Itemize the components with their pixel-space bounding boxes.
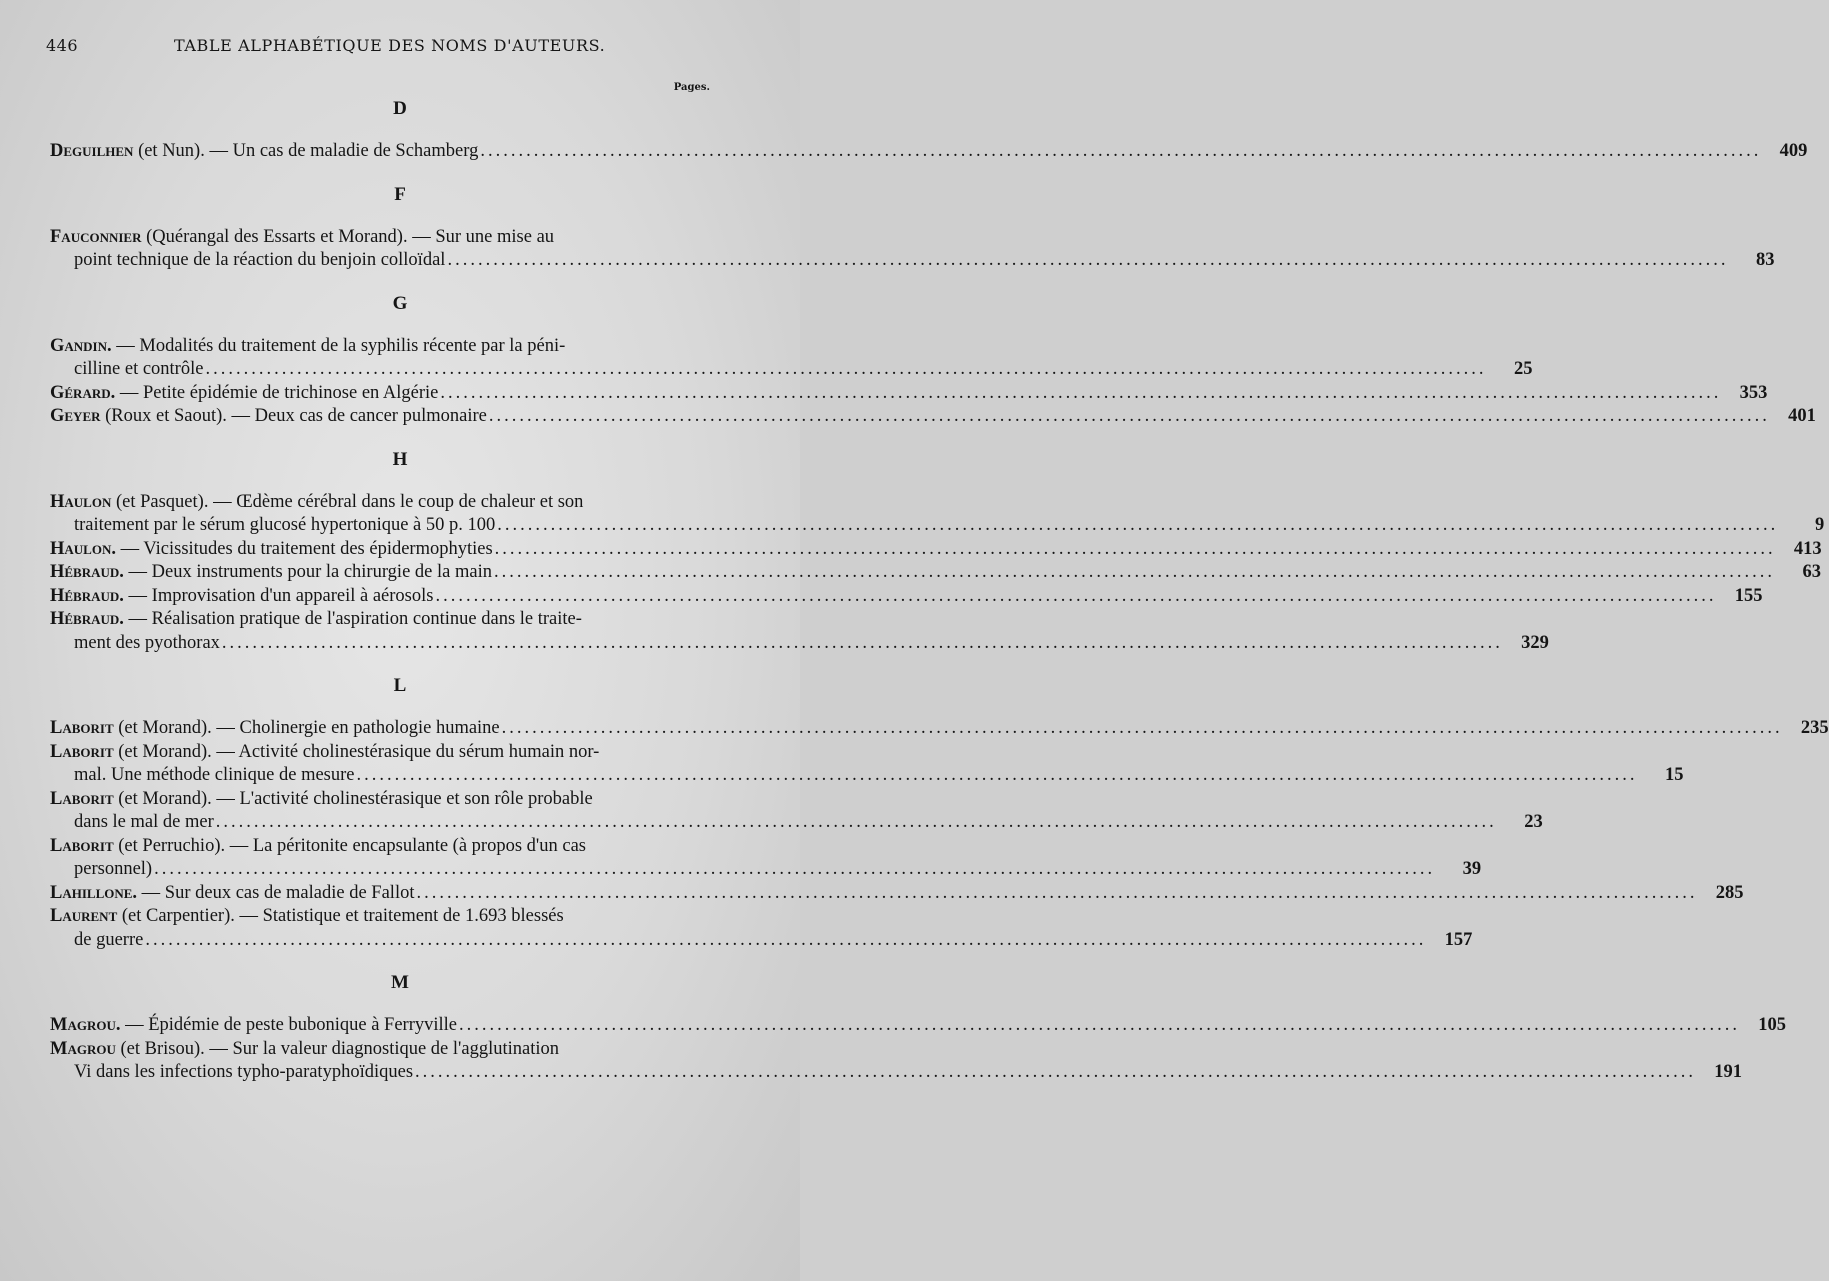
index-entry <box>50 835 1482 882</box>
author-name: Fauconnier <box>50 226 142 247</box>
author-name: Laborit <box>50 835 114 856</box>
entry-line-text: Laborit (et Perruchio). — La péritonite encapsulante (à propos d'un cas <box>50 835 586 856</box>
entry-line-text: Laurent (et Carpentier). — Statistique et traitement de 1.693 blessés <box>50 906 564 926</box>
entry-line <box>50 249 1728 273</box>
author-name: Magrou. <box>50 1015 121 1035</box>
dot-leader <box>489 405 1770 429</box>
entry-text <box>50 717 1783 741</box>
entry-line-text: Laborit (et Morand). — Cholinergie en pathologie humaine <box>50 718 500 738</box>
page-reference: 15 <box>1665 765 1684 785</box>
entry-line <box>50 858 1435 882</box>
page-reference: 191 <box>1714 1062 1743 1082</box>
entry-line-text: Gérard. — Petite épidémie de trichinose en Algérie <box>50 382 439 403</box>
page-reference: 83 <box>1755 250 1775 270</box>
entry-line-text: Fauconnier (Quérangal des Essarts et Morand). — Sur une mise au <box>50 226 555 247</box>
page-reference: 329 <box>1521 632 1549 653</box>
entry-line-text: Deguilhen (et Nun). — Un cas de maladie de Schamberg <box>50 141 479 161</box>
entry-text <box>50 140 1761 164</box>
section-letter: L <box>393 675 407 696</box>
author-name: Laborit <box>50 741 114 762</box>
author-name: Haulon. <box>50 538 116 559</box>
entry-line <box>50 1038 1696 1062</box>
entry-text <box>50 405 1770 429</box>
dot-leader <box>480 140 1761 164</box>
entry-line-text: ment des pyothorax <box>74 632 220 653</box>
entry-text <box>50 382 1721 406</box>
dot-leader <box>497 515 1778 535</box>
section-letter: G <box>392 292 408 314</box>
entry-line-text: mal. Une méthode clinique de mesure <box>74 765 355 785</box>
entry-line-text: Haulon (et Pasquet). — Œdème cérébral dans le coup de chaleur et son <box>50 491 584 512</box>
entry-line <box>50 764 1638 788</box>
entry-line-text: cilline et contrôle <box>74 359 204 379</box>
section-letter: F <box>394 183 406 205</box>
entry-text <box>50 561 1775 585</box>
entry-line-text: Gandin. — Modalités du traitement de la syphilis récente par la péni- <box>50 335 566 356</box>
page-reference: 23 <box>1524 812 1543 832</box>
entry-line <box>50 882 1697 906</box>
index-entry <box>50 1038 1743 1085</box>
entry-text <box>50 788 1497 835</box>
index-section <box>50 655 1829 952</box>
section-letter: H <box>392 448 408 470</box>
entry-line <box>50 140 1761 164</box>
section-spacer <box>50 164 736 182</box>
entry-line-text: dans le mal de mer <box>74 812 214 832</box>
entry-line <box>50 585 1716 609</box>
author-name: Gandin. <box>50 335 112 356</box>
entry-line <box>50 491 1778 515</box>
index-entry <box>50 1014 1786 1038</box>
dot-leader <box>415 1062 1696 1082</box>
author-name: Lahillone. <box>50 882 138 903</box>
index-entry <box>50 335 1533 382</box>
author-name: Laurent <box>50 906 118 926</box>
index-entry <box>50 585 1763 609</box>
section-spacer <box>50 952 736 970</box>
entry-line-text: Geyer (Roux et Saout). — Deux cas de cancer pulmonaire <box>50 406 487 426</box>
index-section <box>50 429 1825 656</box>
entry-line <box>50 1061 1696 1085</box>
entry-line-text: Magrou (et Brisou). — Sur la valeur diagnostique de l'agglutination <box>50 1038 559 1059</box>
pages-column-label: Pages. <box>673 82 710 93</box>
dot-leader <box>435 585 1716 609</box>
author-name: Gérard. <box>50 382 116 403</box>
entry-text <box>50 585 1716 609</box>
dot-leader <box>440 382 1721 406</box>
page-reference: 409 <box>1779 141 1808 161</box>
entry-line <box>50 788 1497 812</box>
dot-leader <box>495 538 1776 562</box>
entry-line <box>50 1014 1740 1038</box>
index-section <box>50 952 1786 1085</box>
entry-line <box>50 632 1503 656</box>
index-entry <box>50 140 1808 164</box>
entry-line <box>50 929 1426 953</box>
entry-line <box>50 335 1486 359</box>
section-spacer <box>50 473 736 491</box>
entry-line <box>50 905 1426 929</box>
author-name: Haulon <box>50 491 112 512</box>
section-spacer <box>50 655 736 673</box>
index-entry <box>50 538 1822 562</box>
index-entry <box>50 382 1768 406</box>
entry-line <box>50 514 1778 538</box>
entry-text <box>50 491 1778 538</box>
entry-line-text: Hébraud. — Réalisation pratique de l'aspiration continue dans le traite- <box>50 609 582 629</box>
dot-leader <box>222 633 1503 653</box>
author-index <box>50 96 1829 1085</box>
entry-text <box>50 905 1426 952</box>
entry-line-text: Magrou. — Épidémie de peste bubonique à Ferryville <box>50 1015 457 1035</box>
dot-leader <box>154 859 1435 879</box>
entry-line <box>50 405 1770 429</box>
section-letter: D <box>393 98 407 119</box>
author-name: Laborit <box>50 788 114 809</box>
page-number: 446 <box>46 36 79 55</box>
entry-line-text: point technique de la réaction du benjoin colloïdal <box>74 250 446 270</box>
entry-text <box>50 835 1435 882</box>
section-spacer <box>50 317 736 335</box>
author-name: Hébraud. <box>50 609 124 629</box>
entry-line <box>50 382 1721 406</box>
page-reference: 105 <box>1758 1015 1786 1035</box>
dot-leader <box>145 930 1426 950</box>
entry-line <box>50 538 1776 562</box>
page-reference: 9 <box>1815 515 1825 535</box>
page-reference: 285 <box>1715 882 1744 903</box>
index-entry <box>50 741 1684 788</box>
entry-text <box>50 538 1776 562</box>
dot-leader <box>447 250 1728 270</box>
entry-text <box>50 1014 1740 1038</box>
entry-line <box>50 226 1728 250</box>
entry-line <box>50 741 1638 765</box>
entry-line <box>50 717 1783 741</box>
entry-line-text: Vi dans les infections typho-paratyphoïdiques <box>74 1062 414 1082</box>
index-entry <box>50 226 1775 273</box>
section-spacer <box>50 429 736 447</box>
index-section <box>50 273 1816 429</box>
dot-leader <box>494 561 1775 585</box>
entry-text <box>50 1038 1696 1085</box>
dot-leader <box>216 812 1497 832</box>
section-spacer <box>50 996 736 1014</box>
page-reference: 235 <box>1800 718 1829 738</box>
section-letter: M <box>391 972 409 993</box>
index-entry <box>50 717 1829 741</box>
author-name: Magrou <box>50 1038 116 1059</box>
section-spacer <box>50 699 736 717</box>
entry-text <box>50 608 1503 655</box>
author-name: Hébraud. <box>50 585 124 606</box>
entry-line-text: Lahillone. — Sur deux cas de maladie de Fallot <box>50 882 415 903</box>
entry-line-text: personnel) <box>74 859 153 879</box>
entry-text <box>50 335 1486 382</box>
author-name: Hébraud. <box>50 562 124 582</box>
index-entry <box>50 788 1543 835</box>
author-name: Geyer <box>50 406 101 426</box>
dot-leader <box>502 717 1783 741</box>
dot-leader <box>459 1014 1740 1038</box>
section-spacer <box>50 273 736 291</box>
page-reference: 157 <box>1444 929 1473 950</box>
author-name: Laborit <box>50 718 114 738</box>
section-spacer <box>50 208 736 226</box>
entry-line-text: Haulon. — Vicissitudes du traitement des épidermophyties <box>50 538 493 559</box>
page-reference: 401 <box>1788 406 1816 426</box>
entry-line <box>50 811 1497 835</box>
entry-text <box>50 882 1697 906</box>
page-reference: 413 <box>1793 538 1822 559</box>
entry-line-text: Hébraud. — Improvisation d'un appareil à aérosols <box>50 585 434 606</box>
page-reference: 39 <box>1462 859 1482 879</box>
entry-line <box>50 835 1435 859</box>
entry-line-text: Laborit (et Morand). — L'activité cholinestérasique et son rôle probable <box>50 788 593 809</box>
running-head-title: TABLE ALPHABÉTIQUE DES NOMS D'AUTEURS. <box>174 36 606 55</box>
entry-line <box>50 561 1775 585</box>
index-entry <box>50 405 1816 429</box>
entry-line-text: traitement par le sérum glucosé hypertonique à 50 p. 100 <box>74 515 496 535</box>
running-head <box>46 36 606 66</box>
dot-leader <box>205 359 1486 379</box>
index-entry <box>50 561 1821 585</box>
entry-text <box>50 741 1638 788</box>
author-name: Deguilhen <box>50 141 134 161</box>
index-entry <box>50 882 1744 906</box>
dot-leader <box>416 882 1697 906</box>
entry-text <box>50 226 1728 273</box>
section-spacer <box>50 122 736 140</box>
index-section <box>50 164 1775 273</box>
page-reference: 353 <box>1739 382 1768 403</box>
page-reference: 25 <box>1513 359 1533 379</box>
entry-line-text: de guerre <box>74 929 144 950</box>
page-reference: 63 <box>1802 562 1821 582</box>
index-entry <box>50 491 1825 538</box>
page-reference: 155 <box>1734 585 1763 606</box>
entry-line <box>50 358 1486 382</box>
index-entry <box>50 905 1473 952</box>
index-section <box>50 96 1808 164</box>
entry-line-text: Hébraud. — Deux instruments pour la chirurgie de la main <box>50 562 492 582</box>
entry-line <box>50 608 1503 632</box>
dot-leader <box>357 765 1638 785</box>
index-entry <box>50 608 1549 655</box>
entry-line-text: Laborit (et Morand). — Activité cholinestérasique du sérum humain nor- <box>50 741 600 762</box>
